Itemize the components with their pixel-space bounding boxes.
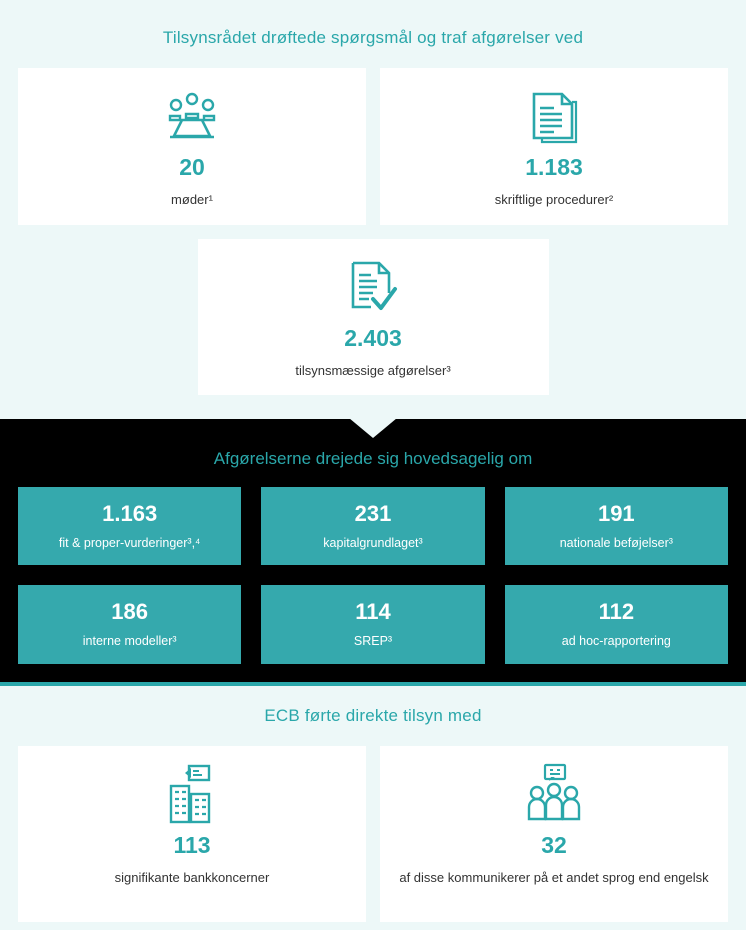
section-decision-topics	[0, 419, 746, 686]
meeting-people-icon	[164, 86, 220, 146]
section3-card-row	[18, 746, 728, 922]
stat-number: 113	[173, 831, 211, 858]
stat-number: 1.183	[525, 154, 583, 180]
tile-number: 112	[598, 599, 635, 625]
section2-tile-grid	[18, 487, 728, 664]
document-lines-icon	[528, 86, 580, 146]
section1-card-row	[18, 68, 728, 225]
tile-number: 1.163	[102, 501, 158, 527]
tile-label: nationale beføjelser³	[559, 536, 673, 551]
stat-number: 2.403	[344, 324, 402, 351]
tile-label: SREP³	[353, 634, 393, 649]
bank-buildings-icon	[161, 764, 223, 824]
decision-tile	[505, 585, 728, 663]
section3-title: ECB førte direkte tilsyn med	[264, 705, 482, 725]
stat-card-supervisory-decisions	[198, 239, 549, 396]
section1-center-row	[18, 239, 728, 420]
tile-number: 114	[355, 599, 391, 625]
stat-card-significant-banks	[18, 746, 366, 922]
tile-number: 231	[354, 501, 392, 527]
tile-number: 186	[111, 599, 149, 625]
stat-label: skriftlige procedurer²	[494, 192, 614, 207]
decision-tile	[261, 487, 484, 565]
arrow-down-icon	[349, 418, 397, 438]
tile-label: fit & proper-vurderinger³,⁴	[58, 536, 201, 551]
decision-tile	[18, 585, 241, 663]
decision-tile	[505, 487, 728, 565]
section1-title: Tilsynsrådet drøftede spørgsmål og traf afgørelser ved	[162, 28, 584, 47]
tile-label: kapitalgrundlaget³	[323, 536, 423, 551]
stat-card-meetings	[18, 68, 366, 225]
section-supervisory-board	[0, 0, 746, 419]
stat-number: 32	[541, 831, 567, 858]
tile-label: interne modeller³	[82, 634, 177, 649]
tile-label: ad hoc-rapportering	[561, 634, 671, 649]
stat-card-written-procedures	[380, 68, 728, 225]
section2-title: Afgørelserne drejede sig hovedsagelig om	[213, 449, 533, 469]
stat-label: signifikante bankkoncerner	[114, 869, 270, 885]
decision-tile	[18, 487, 241, 565]
stat-label: møder¹	[171, 192, 213, 207]
section-direct-supervision	[0, 686, 746, 930]
stat-card-other-language	[380, 746, 728, 922]
document-check-icon	[347, 257, 399, 317]
decision-tile	[261, 585, 484, 663]
people-speech-icon	[523, 764, 585, 824]
stat-label: tilsynsmæssige afgørelser³	[295, 362, 451, 378]
stat-number: 20	[179, 154, 205, 180]
stat-label: af disse kommunikerer på et andet sprog end engelsk	[399, 869, 709, 885]
tile-number: 191	[597, 501, 635, 527]
